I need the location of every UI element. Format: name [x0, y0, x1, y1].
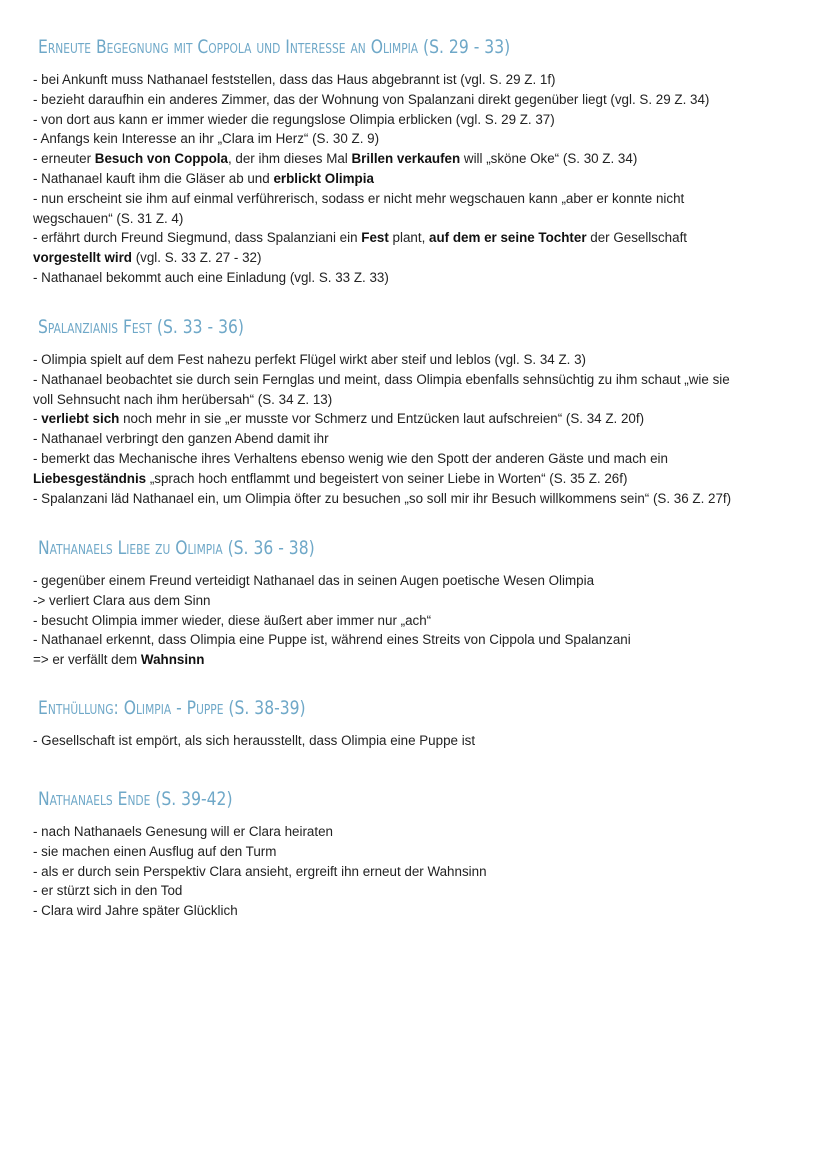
bold-term: auf dem er seine Tochter: [429, 230, 587, 246]
section-spalanzanis-fest: [33, 314, 798, 508]
bullet-line: - Nathanael kauft ihm die Gläser ab und erblickt Olimpia: [33, 170, 374, 186]
bullet-line: - nach Nathanaels Genesung will er Clara heiraten: [33, 824, 333, 839]
section-lines: [33, 822, 798, 921]
bullet-line: - er stürzt sich in den Tod: [33, 883, 183, 899]
bullet-line: - bei Ankunft muss Nathanael feststellen, dass das Haus abgebrannt ist (vgl. S. 29 Z. 1f): [33, 72, 556, 87]
bullet-line: - besucht Olimpia immer wieder, diese äußert aber immer nur „ach“: [33, 612, 432, 628]
section-lines: [33, 350, 798, 508]
bullet-line: - Olimpia spielt auf dem Fest nahezu perfekt Flügel wirkt aber steif und leblos (vgl. S. 34 Z. 3): [33, 352, 586, 367]
bullet-line: - Nathanael beobachtet sie durch sein Fernglas und meint, dass Olimpia ebenfalls sehnsüchtig zu ihm schaut „wie sie: [33, 371, 730, 387]
section-lines: [33, 571, 798, 670]
bullet-line: - bezieht daraufhin ein anderes Zimmer, das der Wohnung von Spalanzani direkt gegenüber liegt (vgl. S. 29 Z. 34): [33, 91, 710, 107]
bullet-line: - von dort aus kann er immer wieder die regungslose Olimpia erblicken (vgl. S. 29 Z. 37): [33, 111, 555, 127]
bold-term: Liebesgeständnis: [33, 470, 147, 486]
section-heading: Erneute Begegnung mit Coppola und Interesse an Olimpia (S. 29 - 33): [38, 36, 511, 58]
bullet-line: Liebesgeständnis „sprach hoch entflammt und begeistert von seiner Liebe in Worten“ (S. 35 Z. 26f): [33, 470, 628, 486]
bullet-line: voll Sehnsucht nach ihm herübersah“ (S. 34 Z. 13): [33, 391, 333, 407]
section-coppola-olimpia: [33, 34, 798, 288]
section-nathanaels-ende: [33, 786, 798, 921]
bullet-line: - erfährt durch Freund Siegmund, dass Spalanziani ein Fest plant, auf dem er seine Tochter der Gesellschaft: [33, 230, 688, 246]
bullet-line: - erneuter Besuch von Coppola, der ihm dieses Mal Brillen verkaufen will „sköne Oke“ (S. 30 Z. 34): [33, 151, 638, 167]
bold-term: verliebt sich: [41, 411, 120, 427]
section-heading: Spalanzianis Fest (S. 33 - 36): [38, 316, 245, 338]
bullet-line: - Gesellschaft ist empört, als sich herausstellt, dass Olimpia eine Puppe ist: [33, 733, 476, 748]
bullet-line: wegschauen“ (S. 31 Z. 4): [33, 210, 184, 226]
bullet-line: - gegenüber einem Freund verteidigt Nathanael das in seinen Augen poetische Wesen Olimpia: [33, 573, 595, 588]
bold-term: Brillen verkaufen: [351, 151, 461, 167]
section-nathanaels-liebe: [33, 535, 798, 670]
section-heading: Enthüllung: Olimpia - Puppe (S. 38-39): [38, 697, 306, 719]
bullet-line: - verliebt sich noch mehr in sie „er musste vor Schmerz und Entzücken laut aufschreien“ (S. 34 Z. 20f): [33, 411, 645, 427]
bold-term: vorgestellt wird: [33, 250, 132, 266]
bullet-line: - sie machen einen Ausflug auf den Turm: [33, 843, 277, 859]
bold-term: Besuch von Coppola: [94, 151, 228, 167]
bullet-line: -> verliert Clara aus dem Sinn: [33, 592, 211, 608]
bullet-line: - nun erscheint sie ihm auf einmal verführerisch, sodass er nicht mehr wegschauen kann „aber er konnte nicht: [33, 190, 685, 206]
bullet-line: - Spalanzani läd Nathanael ein, um Olimpia öfter zu besuchen „so soll mir ihr Besuch willkommens sein“ (S. 36 Z. 27f): [33, 490, 732, 506]
section-enthuellung: [33, 695, 798, 751]
section-lines: [33, 70, 798, 288]
bullet-line: - Anfangs kein Interesse an ihr „Clara im Herz“ (S. 30 Z. 9): [33, 131, 380, 147]
bullet-line: - als er durch sein Perspektiv Clara ansieht, ergreift ihn erneut der Wahnsinn: [33, 863, 487, 879]
bullet-line: - Nathanael verbringt den ganzen Abend damit ihr: [33, 431, 329, 447]
section-lines: [33, 731, 798, 751]
bullet-line: vorgestellt wird (vgl. S. 33 Z. 27 - 32): [33, 250, 262, 266]
bold-term: erblickt Olimpia: [273, 170, 374, 186]
section-heading: Nathanaels Liebe zu Olimpia (S. 36 - 38): [38, 537, 315, 559]
bullet-line: - Nathanael bekommt auch eine Einladung (vgl. S. 33 Z. 33): [33, 269, 389, 285]
bullet-line: - Nathanael erkennt, dass Olimpia eine Puppe ist, während eines Streits von Cippola und Spalanzani: [33, 632, 631, 648]
section-heading: Nathanaels Ende (S. 39-42): [38, 788, 233, 810]
bold-term: Wahnsinn: [140, 652, 205, 668]
bold-term: Fest: [361, 230, 389, 246]
bullet-line: - Clara wird Jahre später Glücklich: [33, 903, 238, 919]
bullet-line: - bemerkt das Mechanische ihres Verhaltens ebenso wenig wie den Spott der anderen Gäste und mach ein: [33, 450, 668, 466]
bullet-line: => er verfällt dem Wahnsinn: [33, 652, 205, 668]
